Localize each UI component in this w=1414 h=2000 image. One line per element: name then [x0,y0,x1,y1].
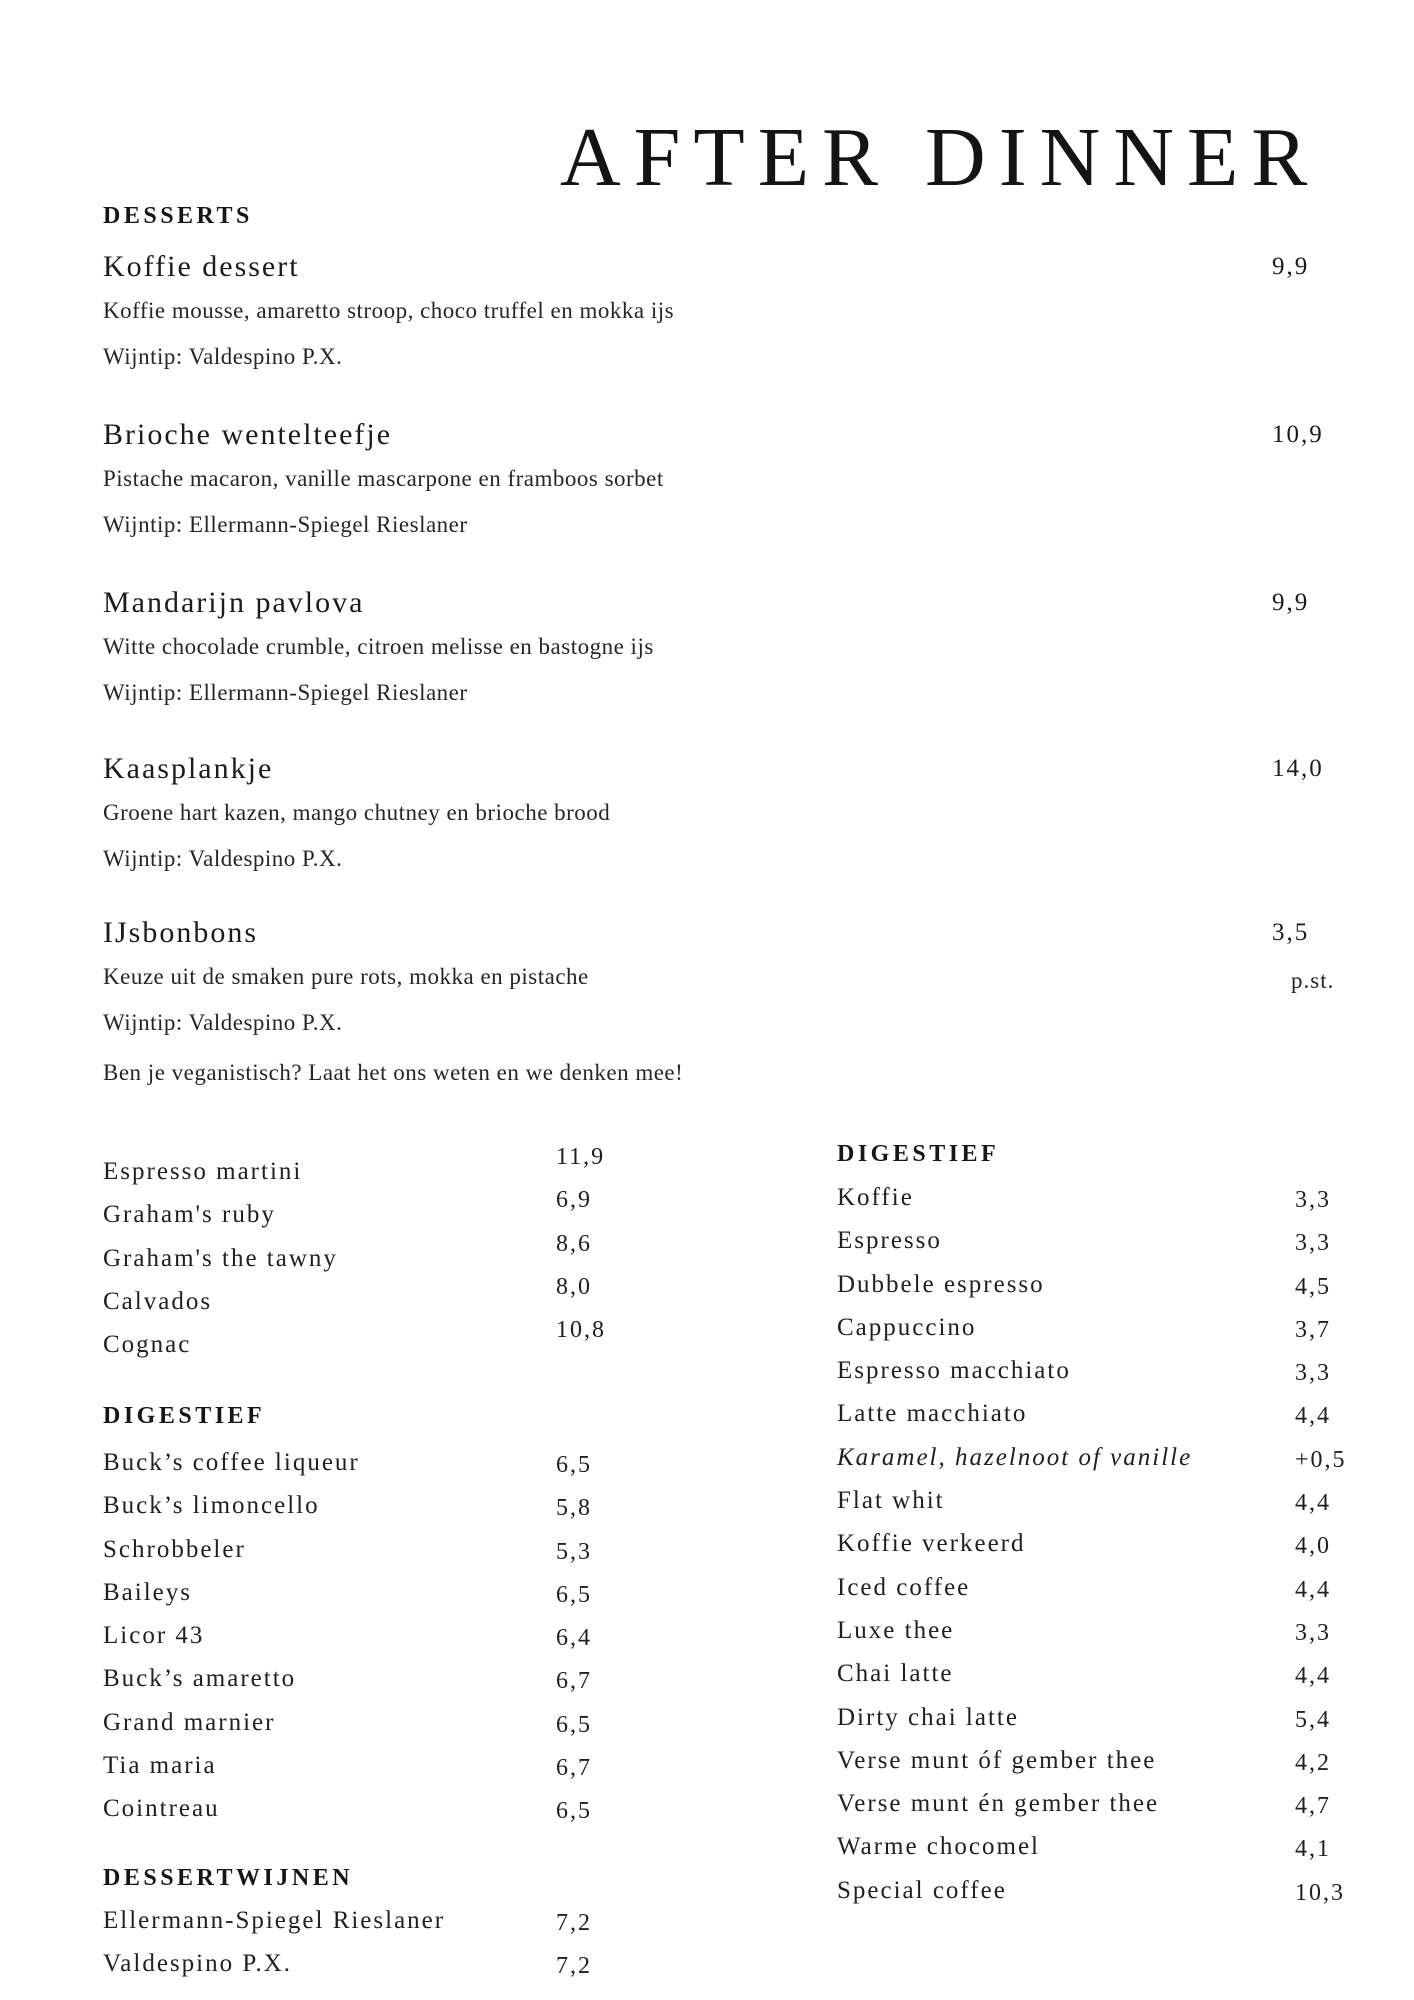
list-item [837,1704,1382,1747]
item-description: Keuze uit de smaken pure rots, mokka en pistache [103,964,589,989]
item-name: Baileys [103,1578,192,1606]
list-item [837,1184,1382,1227]
item-price: 7,2 [556,1953,592,1980]
list-item [103,1317,648,1374]
list-item [837,1357,1382,1400]
dessertwijnen-list [103,1907,648,1994]
list-item [837,1227,1382,1270]
section-header-digestief-left: DIGESTIEF [103,1403,266,1429]
item-price: 4,2 [1295,1749,1331,1776]
item-description: Koffie mousse, amaretto stroop, choco truffel en mokka ijs [103,298,675,323]
item-price: 9,9 [1272,253,1310,280]
item-price: 5,8 [556,1495,592,1522]
list-item [103,1665,648,1708]
item-price: 4,1 [1295,1836,1331,1863]
list-item [103,1950,648,1993]
item-price: 3,3 [1295,1360,1331,1387]
list-item [837,1617,1382,1660]
item-name: Koffie dessert [103,250,300,283]
item-name: Koffie verkeerd [837,1530,1026,1558]
item-name: Dirty chai latte [837,1703,1019,1731]
item-price: 6,5 [556,1711,592,1738]
list-item [103,1795,648,1838]
spirits-list [103,1144,648,1374]
item-price: 6,9 [556,1187,592,1214]
item-price: 4,4 [1295,1576,1331,1603]
item-name: Buck’s amaretto [103,1665,297,1693]
item-price: 10,3 [1295,1879,1345,1906]
item-price: 6,7 [556,1668,592,1695]
item-name: Dubbele espresso [837,1270,1045,1298]
list-item [837,1530,1382,1573]
item-name: IJsbonbons [103,916,259,949]
list-item [103,1579,648,1622]
item-price: 5,4 [1295,1706,1331,1733]
item-name: Tia maria [103,1752,217,1780]
list-item [837,1833,1382,1876]
item-price: +0,5 [1295,1446,1347,1473]
item-name: Verse munt óf gember thee [837,1746,1157,1774]
list-item [837,1747,1382,1790]
item-price: 3,3 [1295,1230,1331,1257]
list-item [103,1752,648,1795]
item-name: Espresso martini [103,1158,303,1185]
item-name: Cognac [103,1331,192,1359]
item-name: Cappuccino [837,1313,977,1341]
item-wine-tip: Wijntip: Ellermann-Spiegel Rieslaner [103,512,468,537]
item-name: Koffie [837,1184,914,1211]
section-header-desserts: DESSERTS [103,203,253,229]
item-price-unit: p.st. [1291,968,1335,993]
item-price: 3,7 [1295,1316,1331,1343]
list-item [103,1709,648,1752]
item-price: 3,3 [1295,1619,1331,1646]
item-name: Kaasplankje [103,752,274,785]
digestief-list-right [837,1184,1382,1920]
item-name: Ellermann-Spiegel Rieslaner [103,1907,446,1934]
list-item [103,1907,648,1950]
list-item [103,1449,648,1492]
item-name: Luxe thee [837,1616,955,1644]
item-price: 4,4 [1295,1490,1331,1517]
item-price: 8,0 [556,1273,592,1300]
item-price: 4,4 [1295,1403,1331,1430]
item-name: Flat whit [837,1487,945,1515]
item-name: Chai latte [837,1660,954,1688]
item-description: Witte chocolade crumble, citroen melisse en bastogne ijs [103,634,654,659]
item-wine-tip: Wijntip: Ellermann-Spiegel Rieslaner [103,680,468,705]
list-item [103,1536,648,1579]
item-price: 6,5 [556,1452,592,1478]
list-item [837,1271,1382,1314]
item-price: 6,4 [556,1625,592,1652]
item-name: Calvados [103,1287,213,1315]
item-name: Verse munt én gember thee [837,1790,1160,1818]
item-name: Buck’s limoncello [103,1492,320,1520]
item-wine-tip: Wijntip: Valdespino P.X. [103,344,343,369]
section-header-digestief-right: DIGESTIEF [837,1141,1000,1167]
list-item [837,1444,1382,1487]
item-name: Warme chocomel [837,1833,1040,1861]
item-wine-tip: Wijntip: Valdespino P.X. [103,1010,343,1035]
item-price: 9,9 [1272,589,1310,616]
item-wine-tip: Wijntip: Valdespino P.X. [103,846,343,871]
list-item [103,1622,648,1665]
item-price: 4,7 [1295,1793,1331,1820]
item-name: Cointreau [103,1795,220,1823]
item-price: 3,3 [1295,1187,1331,1213]
item-name: Brioche wentelteefje [103,418,393,451]
item-description: Pistache macaron, vanille mascarpone en framboos sorbet [103,466,664,491]
section-header-dessertwijnen: DESSERTWIJNEN [103,1865,354,1891]
item-name: Karamel, hazelnoot of vanille [837,1443,1193,1471]
list-item [837,1877,1382,1920]
item-name: Espresso [837,1227,942,1255]
item-name: Graham's the tawny [103,1244,338,1272]
item-price: 6,5 [556,1798,592,1825]
item-price: 4,5 [1295,1273,1331,1300]
item-price: 11,9 [556,1144,606,1170]
list-item [837,1574,1382,1617]
list-item [103,1492,648,1535]
list-item [837,1400,1382,1443]
item-name: Valdespino P.X. [103,1950,293,1978]
digestief-list-left [103,1449,648,1839]
item-price: 14,0 [1272,755,1324,782]
list-item [837,1487,1382,1530]
item-price: 6,7 [556,1755,592,1782]
item-name: Special coffee [837,1876,1007,1904]
item-price: 4,4 [1295,1663,1331,1690]
list-item [837,1790,1382,1833]
item-name: Iced coffee [837,1573,971,1601]
item-price: 8,6 [556,1230,592,1257]
item-price: 10,8 [556,1317,606,1344]
item-price: 3,5 [1272,919,1310,946]
item-name: Grand marnier [103,1708,276,1736]
list-item [837,1660,1382,1703]
item-price: 6,5 [556,1581,592,1608]
list-item [837,1314,1382,1357]
item-price: 5,3 [556,1538,592,1565]
item-description: Groene hart kazen, mango chutney en brioche brood [103,800,611,825]
page-title: AFTER DINNER [560,111,1321,204]
item-name: Espresso macchiato [837,1357,1071,1385]
item-name: Schrobbeler [103,1535,246,1563]
item-name: Latte macchiato [837,1400,1028,1428]
vegan-note: Ben je veganistisch? Laat het ons weten en we denken mee! [103,1060,684,1085]
item-name: Mandarijn pavlova [103,586,365,619]
item-name: Buck’s coffee liqueur [103,1449,360,1476]
item-price: 10,9 [1272,421,1324,448]
item-price: 7,2 [556,1910,592,1936]
item-name: Graham's ruby [103,1201,276,1229]
item-name: Licor 43 [103,1622,205,1650]
item-price: 4,0 [1295,1533,1331,1560]
